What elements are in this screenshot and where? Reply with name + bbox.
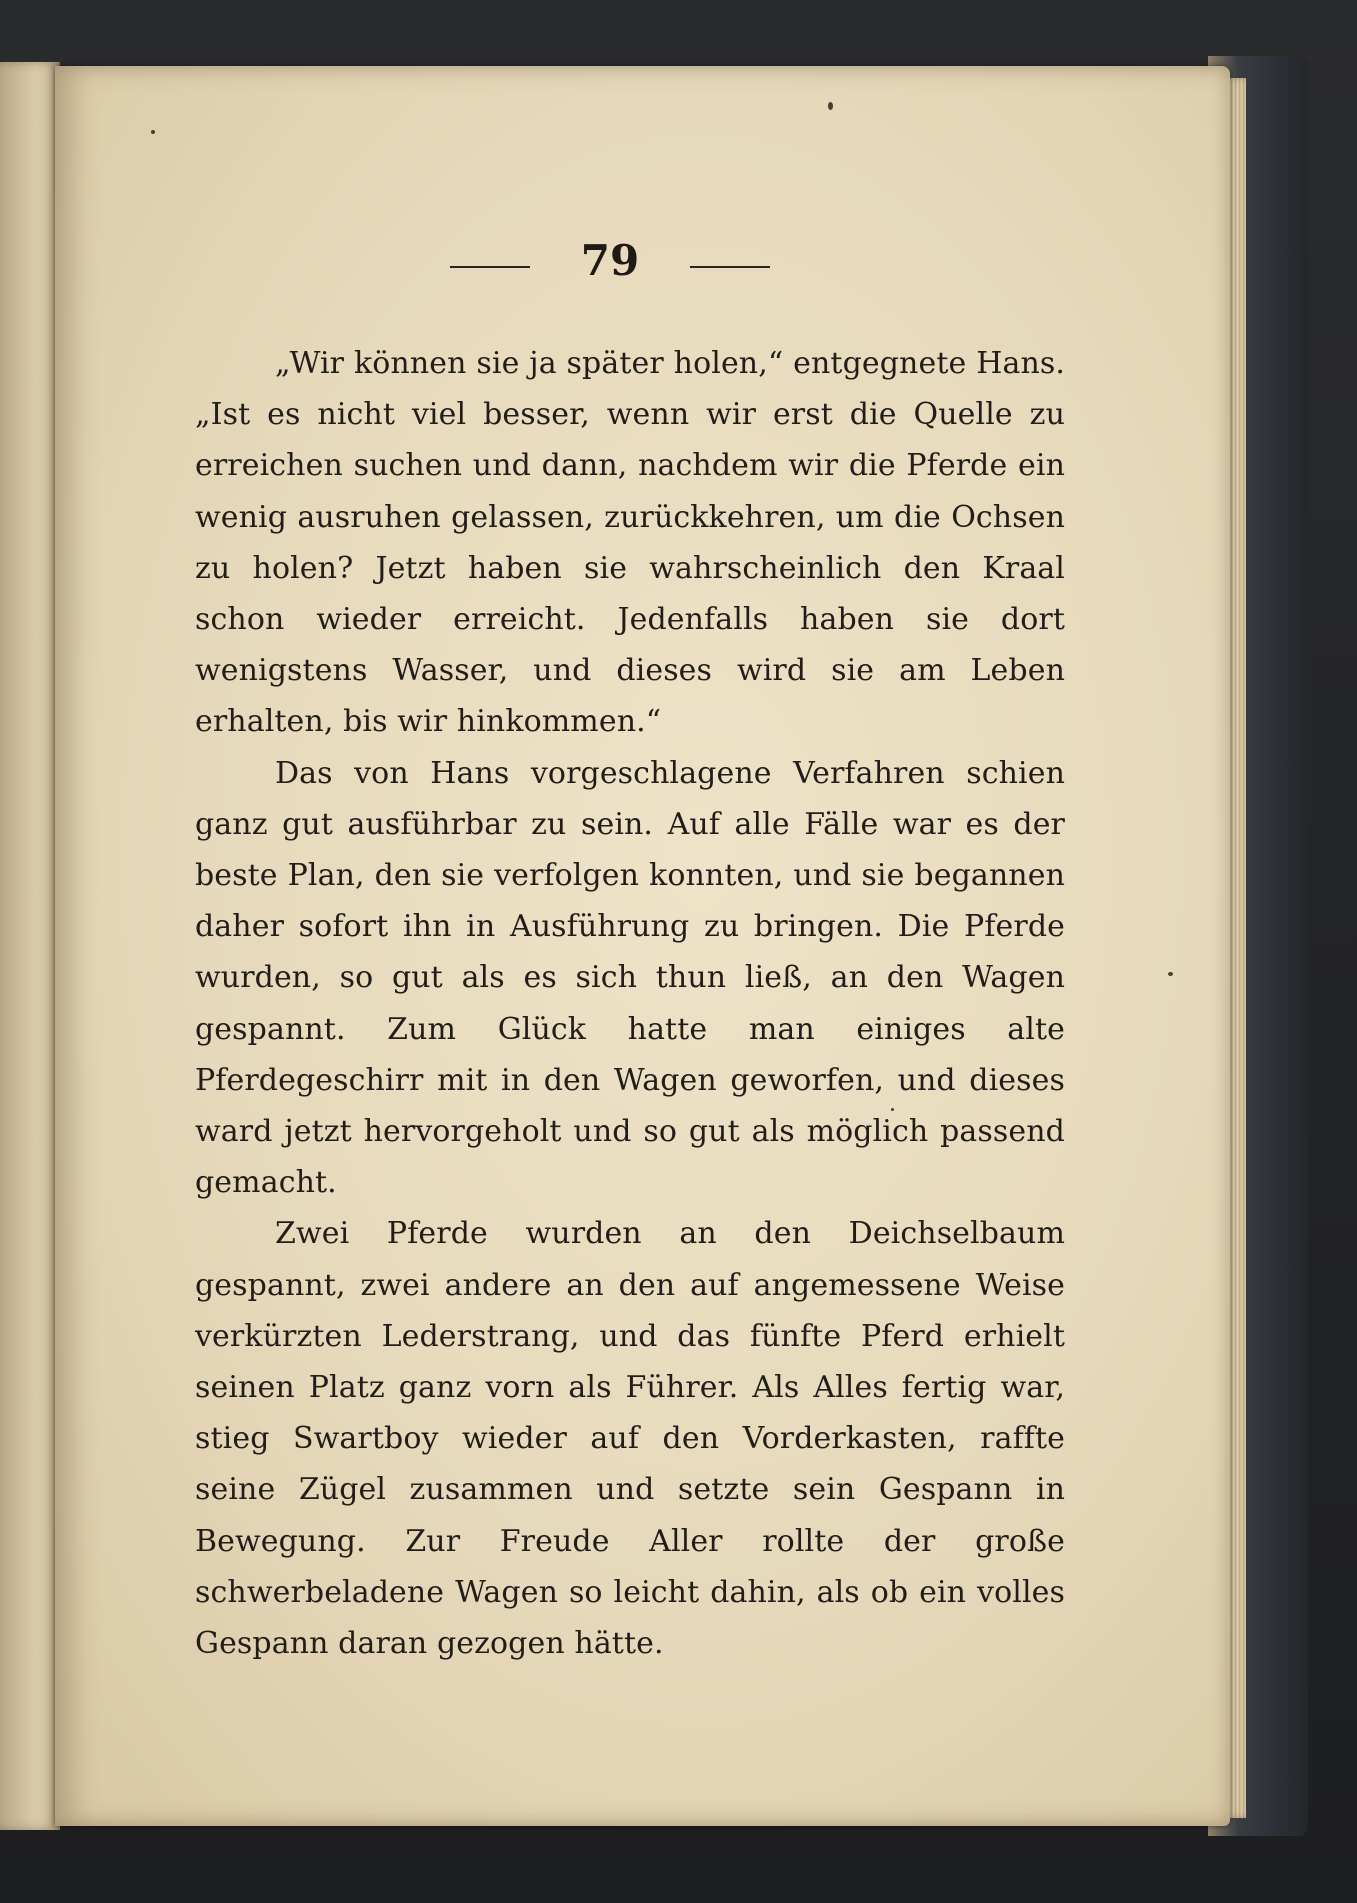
paragraph-2: Das von Hans vorgeschlagene Verfahren schien ganz gut ausführbar zu sein. Auf alle Fälle war es der beste Plan, den sie verfolgen konnten, und sie begannen daher sofort ihn in Ausführung zu bringen. Die Pferde wurden, so gut als es sich thun ließ, an den Wagen gespannt. Zum Glück hatte man einiges alte Pferdegeschirr mit in den Wagen geworfen, und dieses ward jetzt hervorgeholt und so gut als möglich passend gemacht. [195, 755, 1065, 1201]
book-page [55, 66, 1230, 1826]
page-header [55, 236, 1165, 296]
page-number: 79 [580, 236, 640, 285]
facing-page-edge [0, 62, 60, 1830]
paper-speck [828, 102, 833, 110]
paper-speck [891, 1108, 894, 1111]
paragraph-1: „Wir können sie ja später holen,“ entgegnete Hans. „Ist es nicht viel besser, wenn wir erst die Quelle zu erreichen suchen und dann, nachdem wir die Pferde ein wenig ausruhen gelassen, zurückkehren, um die Ochsen zu holen? Jetzt haben sie wahrscheinlich den Kraal schon wieder erreicht. Jedenfalls haben sie dort wenigstens Wasser, und dieses wird sie am Leben erhalten, bis wir hinkommen.“ [195, 346, 1065, 740]
paper-speck [1168, 972, 1173, 976]
header-rule-left [450, 266, 530, 268]
page-body [195, 338, 1065, 1669]
header-rule-right [690, 266, 770, 268]
paper-speck [151, 130, 155, 134]
paragraph-3: Zwei Pferde wurden an den Deichselbaum gespannt, zwei andere an den auf angemessene Weise verkürzten Lederstrang, und das fünfte Pferd erhielt seinen Platz ganz vorn als Führer. Als Alles fertig war, stieg Swartboy wieder auf den Vorderkasten, raffte seine Zügel zusammen und setzte sein Gespann in Bewegung. Zur Freude Aller rollte der große schwerbeladene Wagen so leicht dahin, als ob ein volles Gespann daran gezogen hätte. [195, 1216, 1065, 1662]
